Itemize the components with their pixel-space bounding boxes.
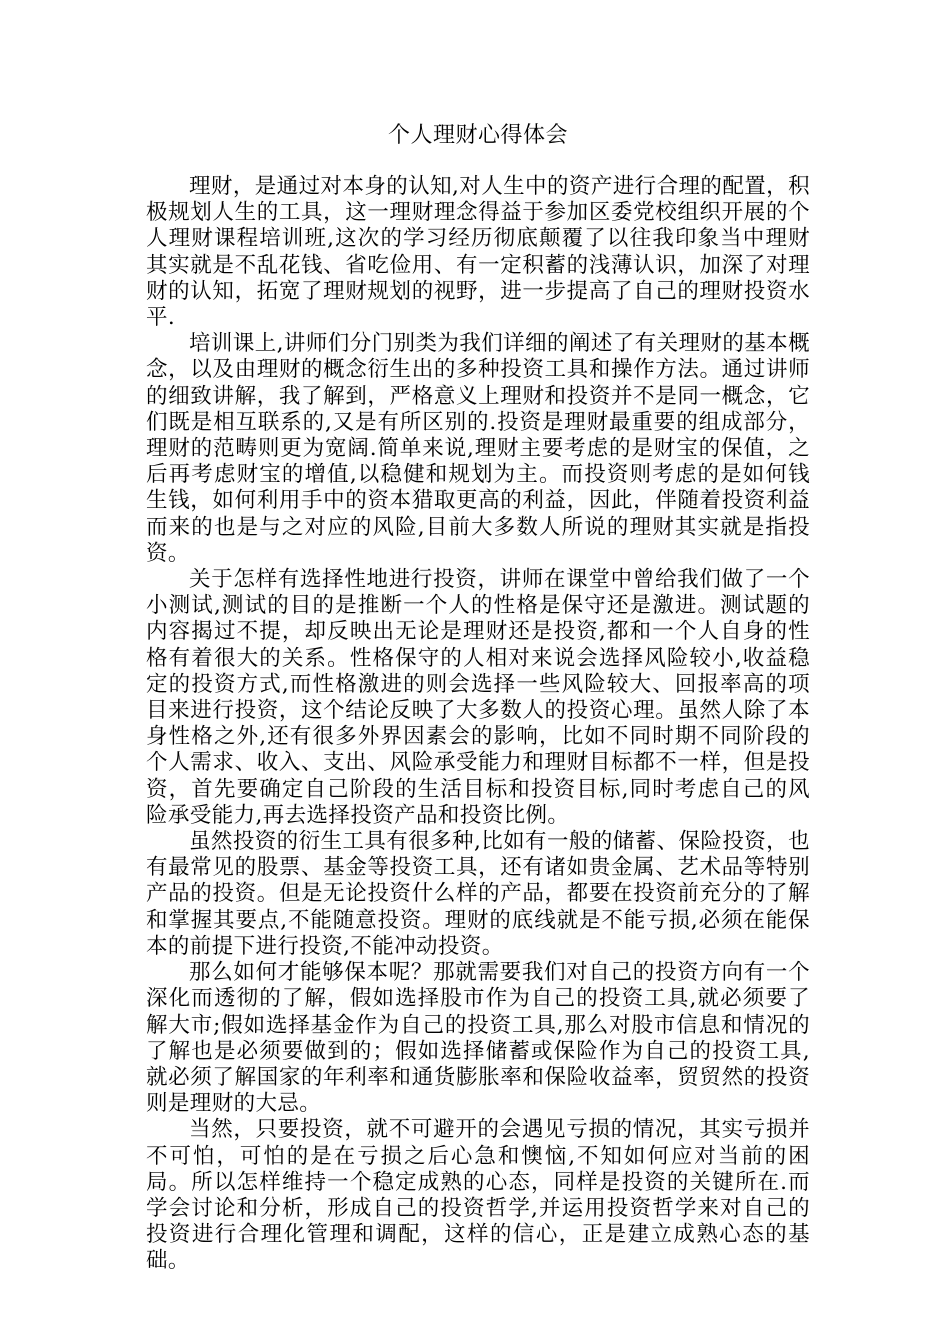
paragraph-3: 关于怎样有选择性地进行投资，讲师在课堂中曾给我们做了一个小测试,测试的目的是推断一个人的性格是保守还是激进。测试题的内容揭过不提，却反映出无论是理财还是投资,都和一个人自身的性格有着很大的关系。性格保守的人相对来说会选择风险较小,收益稳定的投资方式,而性格激进的则会选择一些风险较大、回报率高的项目来进行投资，这个结论反映了大多数人的投资心理。虽然人除了本身性格之外,还有很多外界因素会的影响，比如不同时期不同阶段的个人需求、收入、支出、风险承受能力和理财目标都不一样，但是投资，首先要确定自己阶段的生活目标和投资目标,同时考虑自己的风险承受能力,再去选择投资产品和投资比例。 bbox=[146, 567, 810, 828]
document-body bbox=[146, 174, 810, 1275]
document-title: 个人理财心得体会 bbox=[387, 123, 568, 148]
paragraph-6: 当然，只要投资，就不可避开的会遇见亏损的情况，其实亏损并不可怕，可怕的是在亏损之后心急和懊恼,不知如何应对当前的困局。所以怎样维持一个稳定成熟的心态，同样是投资的关键所在.而学会讨论和分析，形成自己的投资哲学,并运用投资哲学来对自己的投资进行合理化管理和调配，这样的信心，正是建立成熟心态的基础。 bbox=[146, 1117, 810, 1274]
paragraph-4: 虽然投资的衍生工具有很多种,比如有一般的储蓄、保险投资，也有最常见的股票、基金等投资工具，还有诸如贵金属、艺术品等特别产品的投资。但是无论投资什么样的产品，都要在投资前充分的了解和掌握其要点,不能随意投资。理财的底线就是不能亏损,必须在能保本的前提下进行投资,不能冲动投资。 bbox=[146, 829, 810, 959]
paragraph-5: 那么如何才能够保本呢？那就需要我们对自己的投资方向有一个深化而透彻的了解，假如选择股市作为自己的投资工具,就必须要了解大市;假如选择基金作为自己的投资工具,那么对股市信息和情况的了解也是必须要做到的；假如选择储蓄或保险作为自己的投资工具,就必须了解国家的年利率和通货膨胀率和保险收益率，贸贸然的投资则是理财的大忌。 bbox=[146, 960, 810, 1117]
paragraph-1: 理财，是通过对本身的认知,对人生中的资产进行合理的配置，积极规划人生的工具，这一理财理念得益于参加区委党校组织开展的个人理财课程培训班,这次的学习经历彻底颠覆了以往我印象当中理财其实就是不乱花钱、省吃俭用、有一定积蓄的浅薄认识，加深了对理财的认知，拓宽了理财规划的视野，进一步提高了自己的理财投资水平. bbox=[146, 174, 810, 331]
paragraph-2: 培训课上,讲师们分门别类为我们详细的阐述了有关理财的基本概念，以及由理财的概念衍生出的多种投资工具和操作方法。通过讲师的细致讲解，我了解到，严格意义上理财和投资并不是同一概念，它们既是相互联系的,又是有所区别的.投资是理财最重要的组成部分，理财的范畴则更为宽阔.简单来说,理财主要考虑的是财宝的保值，之后再考虑财宝的增值,以稳健和规划为主。而投资则考虑的是如何钱生钱，如何利用手中的资本猎取更高的利益，因此，伴随着投资利益而来的也是与之对应的风险,目前大多数人所说的理财其实就是指投资。 bbox=[146, 331, 810, 566]
document-content bbox=[146, 121, 810, 1275]
